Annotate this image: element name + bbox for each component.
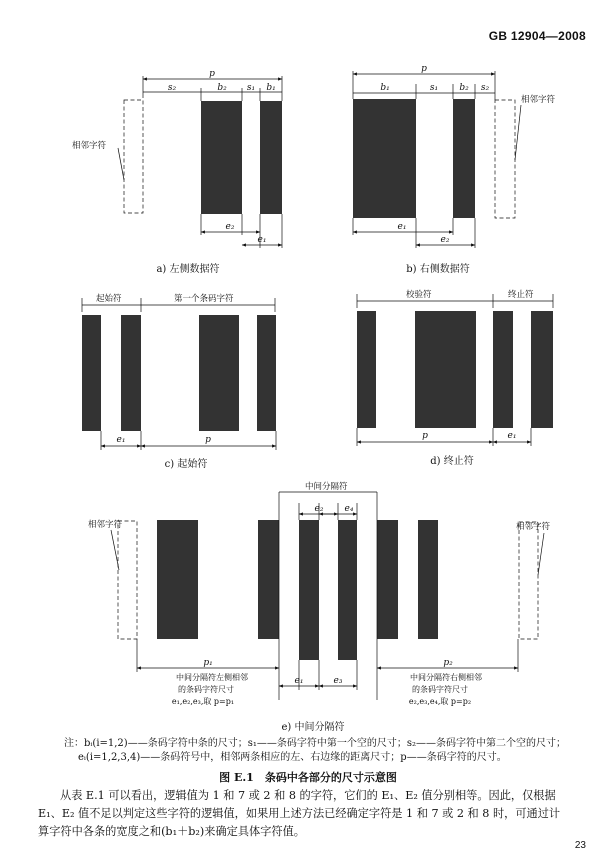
center-bar-2 [338,520,357,660]
label-e2-b: e₂ [440,235,450,245]
bar-b2-b [453,99,475,218]
label-e2-a: e₂ [225,222,235,232]
left-char-bar-1 [157,520,198,639]
left-char-bar-2 [258,520,279,639]
adjacent-char-box-b [495,100,515,218]
label-e1-c: e₁ [116,435,126,445]
left-note-3: e₁,e₂,e₃,取 p=p₁ [171,697,235,706]
right-note-1: 中间分隔符右侧相邻 [410,673,482,682]
start-bar-1 [82,315,101,431]
figure-c [82,298,276,450]
caption-e: e) 中间分隔符 [281,722,345,733]
adjacent-label-right: 相邻字符 [516,522,551,532]
label-p-a: p [209,69,215,79]
center-bar-1 [299,520,319,660]
label-e1-a: e₁ [257,235,267,245]
right-char-bar-2 [418,520,438,639]
label-e1-d: e₁ [507,431,517,441]
label-p1-e: p₁ [203,658,213,668]
bar-b1-a [260,101,282,214]
check-bar-2 [415,311,476,428]
start-label: 起始符 [96,294,122,304]
right-char-bar-1 [377,520,398,639]
label-e1-b: e₁ [397,222,407,232]
caption-c: c) 起始符 [164,459,208,470]
label-b2-b: b₂ [459,83,469,93]
caption-b: b) 右侧数据符 [406,264,470,275]
left-note-2: 的条码字符尺寸 [178,685,234,694]
figure-b [353,71,521,248]
label-b2-a: b₂ [217,83,227,93]
label-e4-e: e₄ [344,504,354,514]
figure-d [357,294,553,446]
start-bar-2 [121,315,141,431]
right-note-2: 的条码字符尺寸 [412,685,468,694]
label-e3-e: e₃ [333,676,343,686]
label-p2-e: p₂ [443,658,453,668]
standard-number: GB 12904—2008 [488,29,586,43]
note-line-1: 注：bᵢ(i=1,2)——条码字符中条的尺寸；s₁——条码字符中第一个空的尺寸；s₂——条码字符中第二个空的尺寸； [64,738,566,749]
figure-a [118,76,282,248]
adjacent-char-box-left [118,521,137,639]
adjacent-label-b: 相邻字符 [521,95,556,105]
char-bar-1 [199,315,239,431]
label-p-c: p [205,435,211,445]
bar-b2-a [201,101,242,214]
label-s2-b: s₂ [480,83,490,93]
char-bar-2 [257,315,276,431]
check-label: 校验符 [406,290,432,300]
note-line-2: eᵢ(i=1,2,3,4)——条码符号中，相邻两条相应的左、右边缘的距离尺寸；p——条码字符的尺寸。 [78,752,507,763]
stop-bar-2 [531,311,553,428]
check-bar-1 [357,311,376,428]
label-p-d: p [422,431,428,441]
adjacent-label-a: 相邻字符 [72,141,107,151]
caption-a: a) 左侧数据符 [156,264,220,275]
left-note-1: 中间分隔符左侧相邻 [176,673,248,682]
adjacent-char-box-a [124,100,143,213]
body-line-2: E₁、E₂ 值不足以判定这些字符的逻辑值，如果用上述方法已经确定字符是 1 和 7 或 2 和 8 时，可通过计 [38,807,561,820]
bar-b1-b [353,99,416,218]
stop-label: 终止符 [508,290,534,300]
adjacent-char-box-right [519,522,538,639]
first-char-label: 第一个条码字符 [174,294,234,304]
label-p-b: p [421,64,427,74]
label-s1-a: s₁ [246,83,256,93]
caption-d: d) 终止符 [430,456,474,467]
right-note-3: e₂,e₃,e₄,取 p=p₂ [408,697,472,706]
center-guard-label: 中间分隔符 [305,482,348,492]
figure-caption: 图 E.1 条码中各部分的尺寸示意图 [219,771,397,784]
page-number: 23 [574,840,586,851]
label-s2-a: s₂ [167,83,177,93]
stop-bar-1 [493,311,513,428]
adjacent-label-left: 相邻字符 [88,520,123,530]
body-line-1: 从表 E.1 可以看出，逻辑值为 1 和 7 或 2 和 8 的字符，它们的 E₁、E₂ 值分别相等。因此，仅根据 [60,789,556,802]
label-e1-e: e₁ [294,676,304,686]
body-line-3: 算字符中各条的宽度之和(b₁＋b₂)来确定具体字符值。 [38,825,305,838]
label-b1-a: b₁ [266,83,276,93]
label-s1-b: s₁ [429,83,439,93]
figure-e [111,492,544,700]
label-e2-e: e₂ [314,504,324,514]
label-b1-b: b₁ [380,83,390,93]
